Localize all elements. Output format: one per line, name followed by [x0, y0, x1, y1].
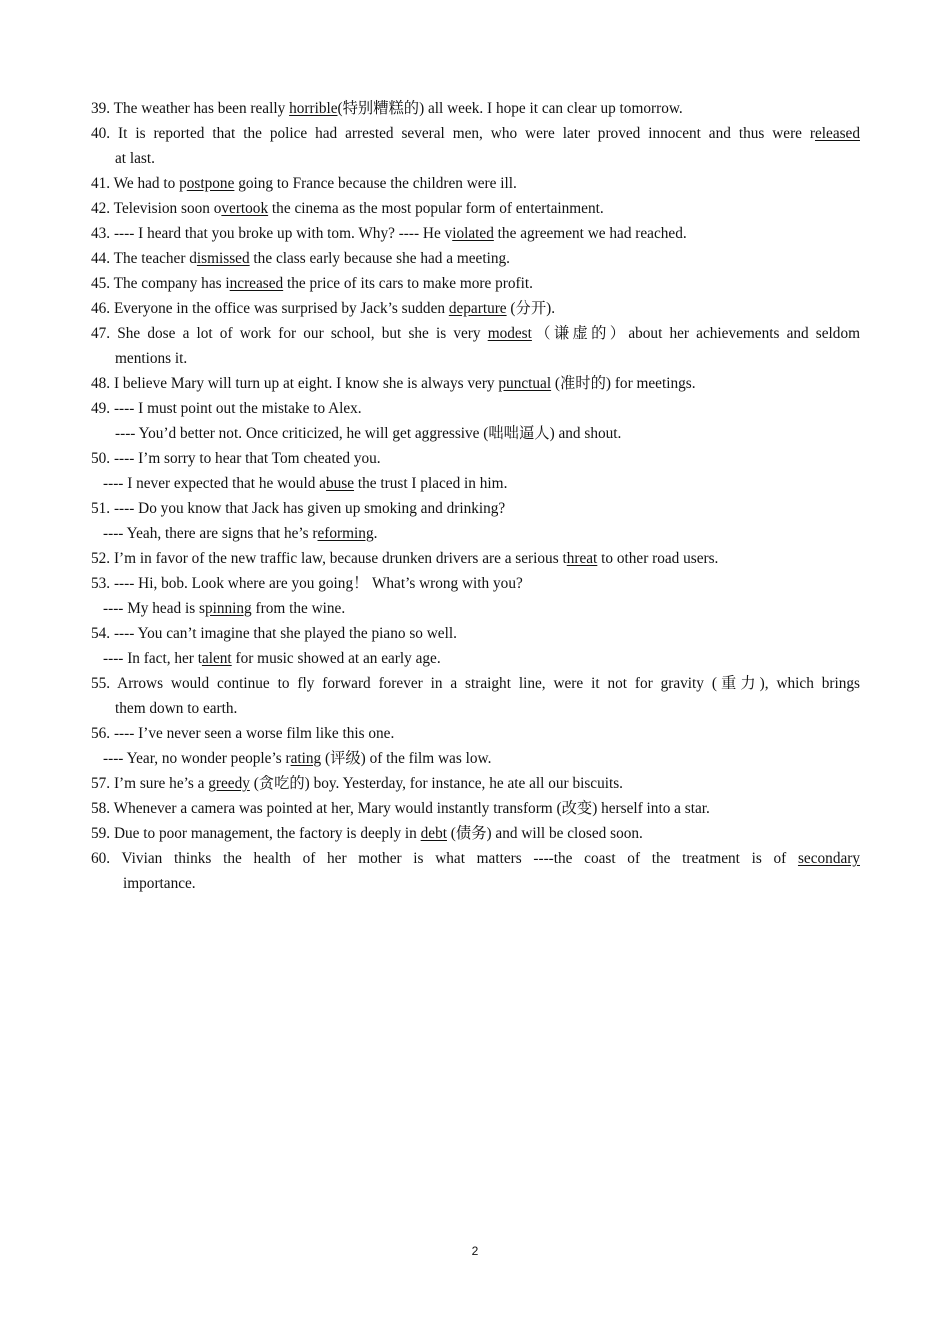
text-line: ---- Yeah, there are signs that he’s reforming. — [103, 525, 378, 542]
text-line: ---- Year, no wonder people’s rating (评级) of the film was low. — [103, 750, 492, 767]
text-line: ---- You’d better not. Once criticized, he will get aggressive (咄咄逼人) and shout. — [115, 425, 622, 442]
text-line: 54. ---- You can’t imagine that she played the piano so well. — [91, 625, 457, 642]
text-line: 44. The teacher dismissed the class early because she had a meeting. — [91, 250, 510, 267]
text-line: 43. ---- I heard that you broke up with tom. Why? ---- He violated the agreement we had reached. — [91, 225, 687, 242]
text-line: 40. It is reported that the police had arrested several men, who were later proved innocent and thus were released — [91, 125, 860, 142]
text-line: 48. I believe Mary will turn up at eight. I know she is always very punctual (准时的) for meetings. — [91, 375, 696, 392]
text-line: 56. ---- I’ve never seen a worse film like this one. — [91, 725, 395, 742]
text-line: 42. Television soon overtook the cinema as the most popular form of entertainment. — [91, 200, 604, 217]
text-line: 39. The weather has been really horrible(特别糟糕的) all week. I hope it can clear up tomorrow. — [91, 100, 683, 117]
text-line: importance. — [123, 875, 196, 892]
text-line: ---- In fact, her talent for music showed at an early age. — [103, 650, 441, 667]
text-line: at last. — [115, 150, 155, 167]
text-line: 47. She dose a lot of work for our school, but she is very modest（谦虚的）about her achievements and seldom — [91, 325, 860, 342]
text-line: 55. Arrows would continue to fly forward forever in a straight line, were it not for gravity (重力), which brings — [91, 675, 860, 692]
text-line: mentions it. — [115, 350, 188, 367]
text-line: 51. ---- Do you know that Jack has given up smoking and drinking? — [91, 500, 506, 517]
text-line: 57. I’m sure he’s a greedy (贪吃的) boy. Yesterday, for instance, he ate all our biscuits. — [91, 775, 624, 792]
text-line: 58. Whenever a camera was pointed at her, Mary would instantly transform (改变) herself into a star. — [91, 800, 710, 817]
text-line: 41. We had to postpone going to France because the children were ill. — [91, 175, 517, 192]
text-line: 45. The company has increased the price of its cars to make more profit. — [91, 275, 533, 292]
document-body — [91, 96, 860, 896]
text-line: ---- I never expected that he would abuse the trust I placed in him. — [103, 475, 508, 492]
text-line: 49. ---- I must point out the mistake to Alex. — [91, 400, 362, 417]
text-line: 60. Vivian thinks the health of her mother is what matters ----the coast of the treatment is of secondary — [91, 850, 860, 867]
text-line: them down to earth. — [115, 700, 238, 717]
text-line: ---- My head is spinning from the wine. — [103, 600, 346, 617]
page-number: 2 — [471, 1244, 479, 1258]
text-line: 50. ---- I’m sorry to hear that Tom cheated you. — [91, 450, 381, 467]
text-line: 52. I’m in favor of the new traffic law, because drunken drivers are a serious threat to other road users. — [91, 550, 719, 567]
text-line: 46. Everyone in the office was surprised by Jack’s sudden departure (分开). — [91, 300, 556, 317]
text-line: 53. ---- Hi, bob. Look where are you going！ What’s wrong with you? — [91, 575, 523, 592]
text-line: 59. Due to poor management, the factory is deeply in debt (债务) and will be closed soon. — [91, 825, 643, 842]
